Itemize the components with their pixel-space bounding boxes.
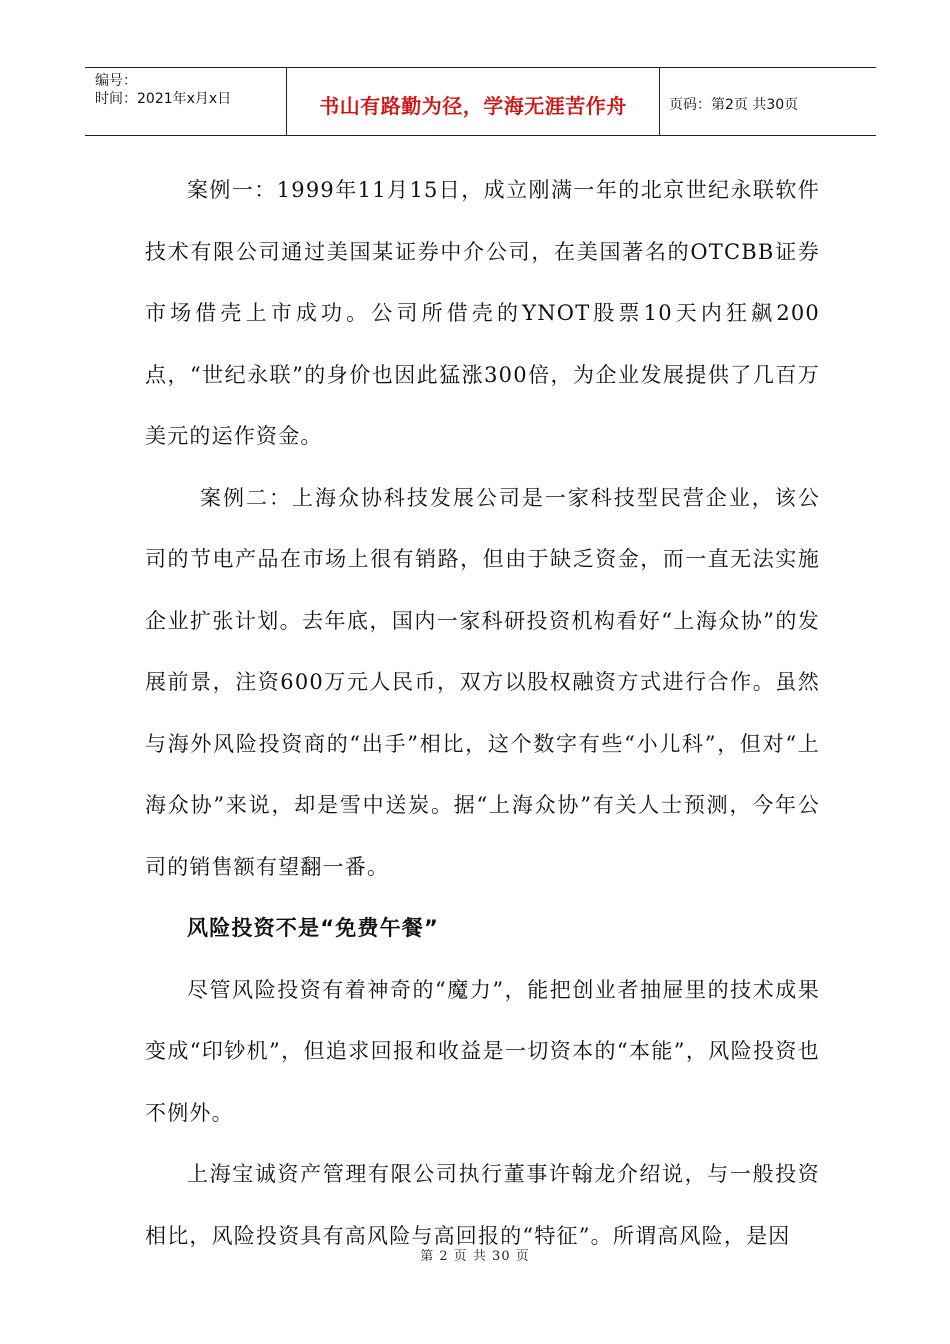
page-footer: 第 2 页 共 30 页 [420,1249,530,1264]
document-number-label: 编号： [95,73,137,89]
document-body [145,160,820,1267]
header-page-info: 页码：第2页 共30页 [669,96,799,113]
paragraph-case-two: 案例二：上海众协科技发展公司是一家科技型民营企业，该公司的节电产品在市场上很有销路，但由于缺乏资金，而一直无法实施企业扩张计划。去年底，国内一家科研投资机构看好“上海众协”的发展前景，注资600万元人民币，双方以股权融资方式进行合作。虽然与海外风险投资商的“出手”相比，这个数字有些“小儿科”，但对“上海众协”来说，却是雪中送炭。据“上海众协”有关人士预测，今年公司的销售额有望翻一番。 [145,485,820,879]
header-meta [85,68,287,135]
paragraph-risk-detail: 上海宝诚资产管理有限公司执行董事许翰龙介绍说，与一般投资相比，风险投资具有高风险与高回报的“特征”。所谓高风险，是因 [145,1162,820,1248]
paragraph-risk-intro: 尽管风险投资有着神奇的“魔力”，能把创业者抽屉里的技术成果变成“印钞机”，但追求回报和收益是一切资本的“本能”，风险投资也不例外。 [145,977,820,1125]
page-header [85,67,876,136]
document-date: 时间：2021年x月x日 [95,91,232,107]
header-slogan: 书山有路勤为径，学海无涯苦作舟 [287,68,660,135]
section-heading: 风险投资不是“免费午餐” [187,916,440,940]
paragraph-case-one: 案例一：1999年11月15日，成立刚满一年的北京世纪永联软件技术有限公司通过美国某证券中介公司，在美国著名的OTCBB证券市场借壳上市成功。公司所借壳的YNOT股票10天内狂飙200点，“世纪永联”的身价也因此猛涨300倍，为企业发展提供了几百万美元的运作资金。 [145,178,820,448]
